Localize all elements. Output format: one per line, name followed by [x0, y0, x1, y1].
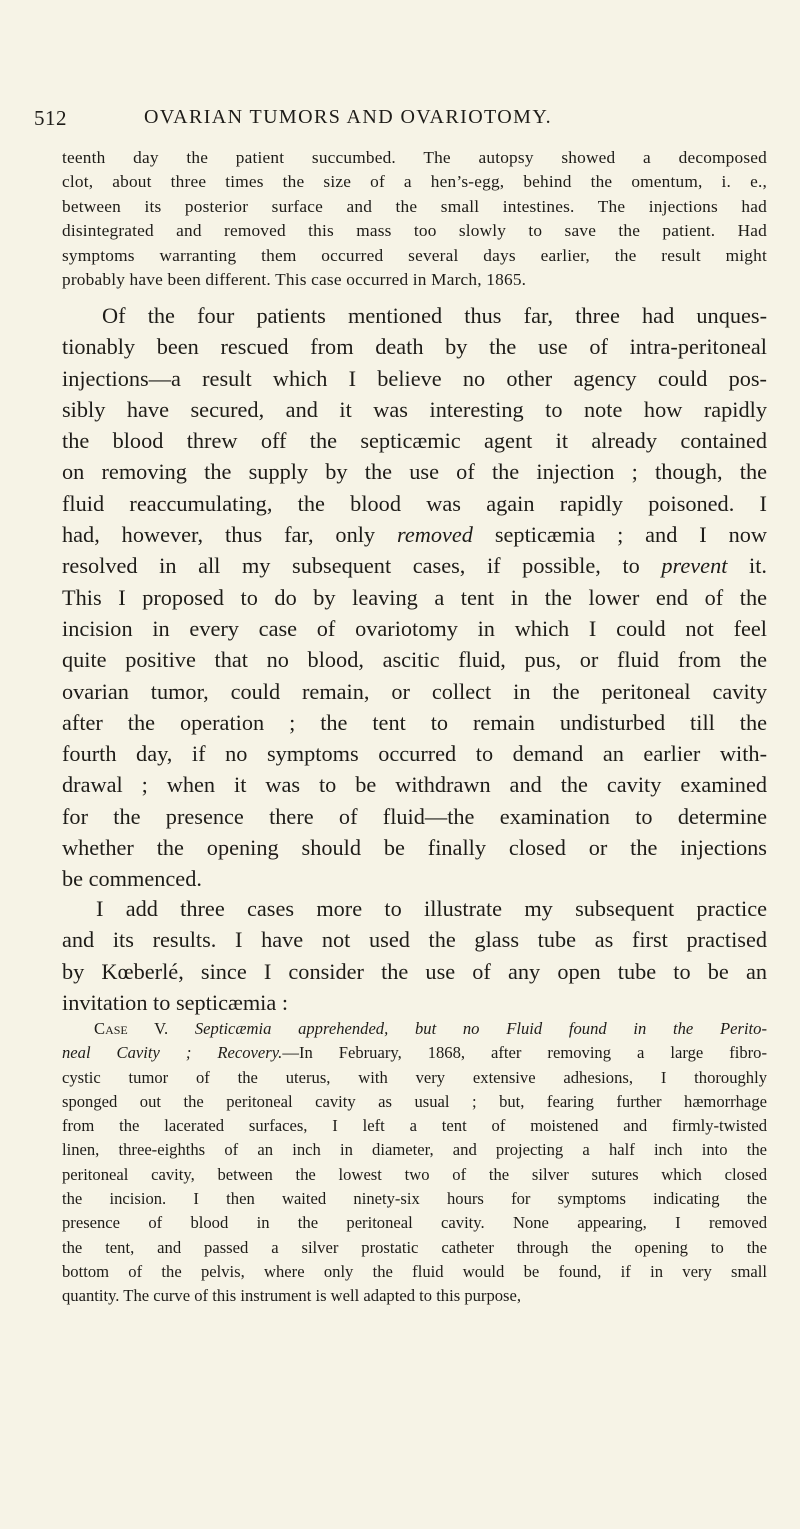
text-line: incision in every case of ovariotomy in which I could not feel — [62, 615, 767, 641]
text-fragment: —In February, 1868, after removing a large fibro- — [282, 1043, 768, 1063]
text-fragment: had, however, thus far, only — [62, 522, 397, 548]
text-line: Of the four patients mentioned thus far, three had unques- — [102, 303, 767, 328]
paragraph-four-patients — [62, 300, 767, 895]
text-fragment: resolved in all my subsequent cases, if possible, to — [62, 553, 662, 579]
page-number: 512 — [34, 106, 67, 130]
text-line: by Kœberlé, since I consider the use of any open tube to be an — [62, 958, 767, 984]
text-line: This I proposed to do by leaving a tent in the lower end of the — [62, 584, 767, 610]
emphasis-removed: removed — [396, 522, 473, 548]
text-line — [62, 1041, 767, 1065]
text-line — [62, 519, 767, 550]
text-line: tionably been rescued from death by the use of intra-peritoneal — [62, 334, 767, 360]
text-line: between its posterior surface and the small intestines. The injections had — [62, 196, 767, 216]
text-line: fluid reaccumulating, the blood was again rapidly poisoned. I — [62, 490, 767, 516]
case-title-continued: neal Cavity ; Recovery. — [62, 1043, 283, 1063]
text-line: whether the opening should be finally closed or the injections — [62, 835, 767, 861]
text-line: on removing the supply by the use of the injection ; though, the — [62, 459, 767, 485]
text-line: symptoms warranting them occurred several days earlier, the result might — [62, 245, 767, 265]
text-line: sponged out the peritoneal cavity as usual ; but, fearing further hæmorrhage — [62, 1091, 767, 1111]
text-line: ovarian tumor, could remain, or collect in the peritoneal cavity — [62, 678, 767, 704]
running-title: OVARIAN TUMORS AND OVARIOTOMY. — [144, 106, 552, 128]
text-fragment: it. — [727, 553, 767, 579]
text-line: and its results. I have not used the glass tube as first practised — [62, 927, 767, 953]
text-line: cystic tumor of the uterus, with very extensive adhesions, I thoroughly — [62, 1067, 767, 1087]
text-fragment: septicæmia ; and I now — [472, 522, 767, 548]
text-line: probably have been different. This case occurred in March, 1865. — [62, 270, 527, 290]
text-line: quite positive that no blood, ascitic fluid, pus, or fluid from the — [62, 647, 767, 673]
text-line: the tent, and passed a silver prostatic catheter through the opening to the — [62, 1237, 767, 1257]
case-five-report — [62, 1017, 767, 1309]
text-line: bottom of the pelvis, where only the fluid would be found, if in very small — [62, 1261, 767, 1281]
text-line — [62, 1017, 767, 1041]
text-line: teenth day the patient succumbed. The autopsy showed a decomposed — [62, 148, 767, 167]
case-title: Septicæmia apprehended, but no Fluid found in the Perito- — [194, 1019, 767, 1038]
text-line: disintegrated and removed this mass too slowly to save the patient. Had — [62, 221, 767, 241]
text-line: fourth day, if no symptoms occurred to demand an earlier with- — [62, 741, 767, 767]
text-line: peritoneal cavity, between the lowest two of the silver sutures which closed — [62, 1164, 767, 1184]
paragraph-case-conclusion — [62, 146, 767, 292]
text-line: the incision. I then waited ninety-six hours for symptoms indicating the — [62, 1189, 767, 1209]
emphasis-prevent: prevent — [661, 553, 728, 579]
page-header — [34, 106, 769, 136]
case-label: Case V. — [94, 1019, 169, 1038]
text-line: from the lacerated surfaces, I left a tent of moistened and firmly-twisted — [62, 1116, 767, 1136]
text-line: invitation to septicæmia : — [62, 989, 289, 1015]
text-line: drawal ; when it was to be withdrawn and the cavity examined — [62, 772, 767, 798]
text-line: presence of blood in the peritoneal cavity. None appearing, I removed — [62, 1213, 767, 1233]
text-line: clot, about three times the size of a hen’s-egg, behind the omentum, i. e., — [62, 172, 767, 192]
text-line — [62, 550, 767, 581]
paragraph-three-cases — [62, 893, 767, 1018]
text-line: linen, three-eighths of an inch in diameter, and projecting a half inch into the — [62, 1140, 767, 1160]
text-line: injections—a result which I believe no other agency could pos- — [62, 365, 767, 391]
text-line: be commenced. — [62, 866, 202, 892]
text-line: sibly have secured, and it was interesting to note how rapidly — [62, 396, 767, 422]
text-line: for the presence there of fluid—the examination to determine — [62, 803, 767, 829]
text-line: quantity. The curve of this instrument is well adapted to this purpose, — [62, 1286, 522, 1306]
text-line: the blood threw off the septicæmic agent it already contained — [62, 428, 767, 454]
text-line: I add three cases more to illustrate my subsequent practice — [96, 896, 767, 921]
text-line: after the operation ; the tent to remain undisturbed till the — [62, 709, 767, 735]
